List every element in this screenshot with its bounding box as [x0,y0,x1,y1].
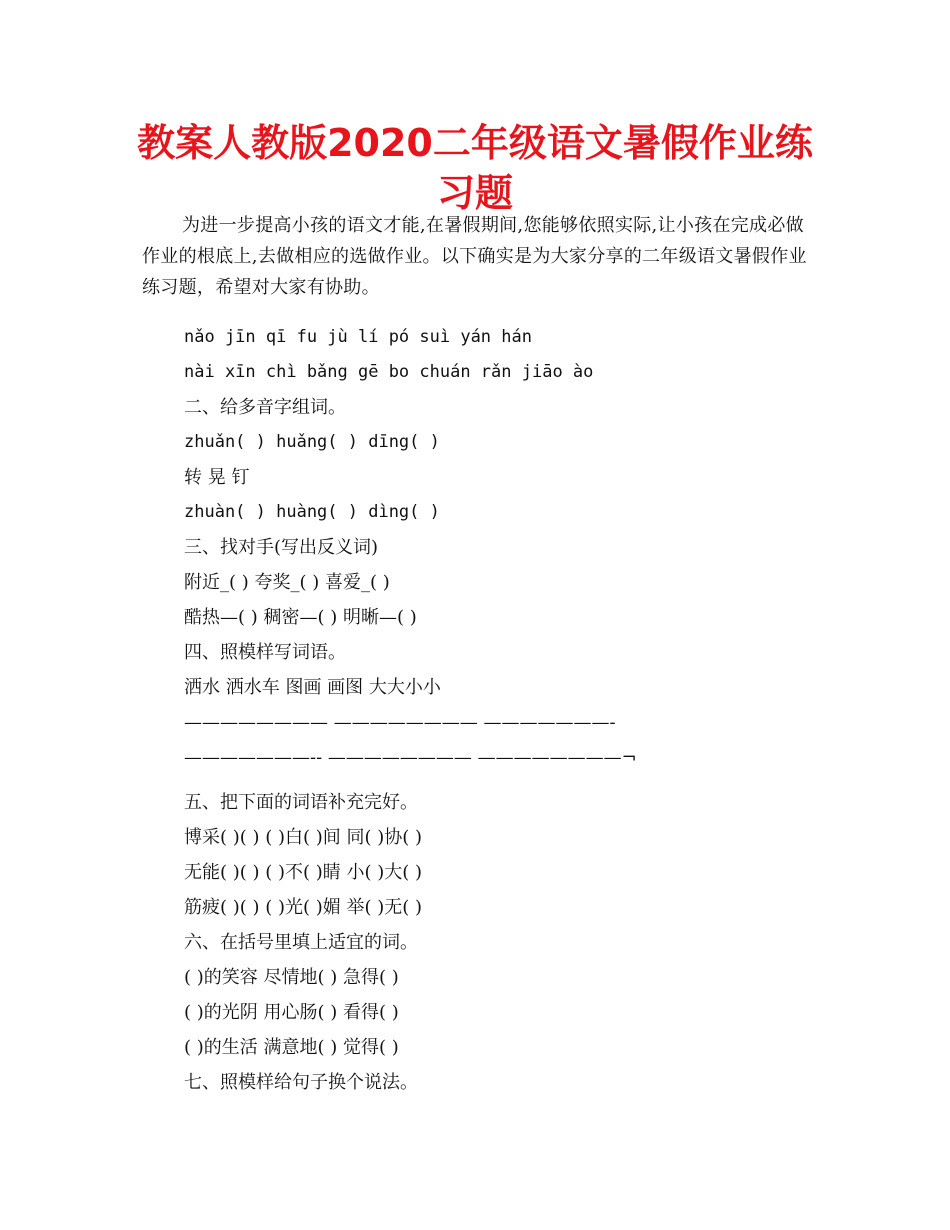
idiom-line-2: 无能( )( ) ( )不( )睛 小( )大( ) [184,862,423,883]
section-heading-2: 二、给多音字组词。 [184,397,346,418]
blank-dash-line-2: ———————-- ———————— ————————¬ [184,747,637,768]
document-title: 教案人教版2020二年级语文暑假作业练习题 [137,121,813,215]
fill-word-line-2: ( )的光阴 用心肠( ) 看得( ) [184,1002,399,1023]
antonym-line-1: 附近_( ) 夸奖_( ) 喜爱_( ) [184,572,390,593]
pattern-words-line: 洒水 洒水车 图画 画图 大大小小 [184,677,441,698]
pinyin-line-2: nài xīn chì bǎng gē bo chuán rǎn jiāo ào [184,362,594,382]
idiom-line-1: 博采( )( ) ( )白( )间 同( )协( ) [184,827,423,848]
section-heading-6: 六、在括号里填上适宜的词。 [184,932,418,953]
section-heading-5: 五、把下面的词语补充完好。 [184,792,418,813]
intro-paragraph: 为进一步提高小孩的语文才能,在暑假期间,您能够依照实际,让小孩在完成必做作业的根底上,去做相应的选做作业。以下确实是为大家分享的二年级语文暑假作业练习题，希望对大家有协助。 [142,215,807,298]
section-heading-3: 三、找对手(写出反义词) [184,537,379,558]
polyphone-char-line: 转 晃 钉 [184,467,250,488]
fill-word-line-3: ( )的生活 满意地( ) 觉得( ) [184,1037,399,1058]
exercise-lines [184,320,637,1100]
antonym-line-2: 酷热—( ) 稠密—( ) 明晰—( ) [184,607,417,628]
idiom-line-3: 筋疲( )( ) ( )光( )媚 举( )无( ) [184,897,423,918]
polyphone-pinyin-line-1: zhuǎn( ) huǎng( ) dīng( ) [184,432,440,452]
section-heading-4: 四、照模样写词语。 [184,642,346,663]
pinyin-line-1: nǎo jīn qī fu jù lí pó suì yán hán [184,327,532,347]
section-heading-7: 七、照模样给句子换个说法。 [184,1072,418,1093]
polyphone-pinyin-line-2: zhuàn( ) huàng( ) dìng( ) [184,502,440,522]
blank-dash-line-1: ———————— ———————— ———————- [184,712,616,733]
fill-word-line-1: ( )的笑容 尽情地( ) 急得( ) [184,967,399,988]
